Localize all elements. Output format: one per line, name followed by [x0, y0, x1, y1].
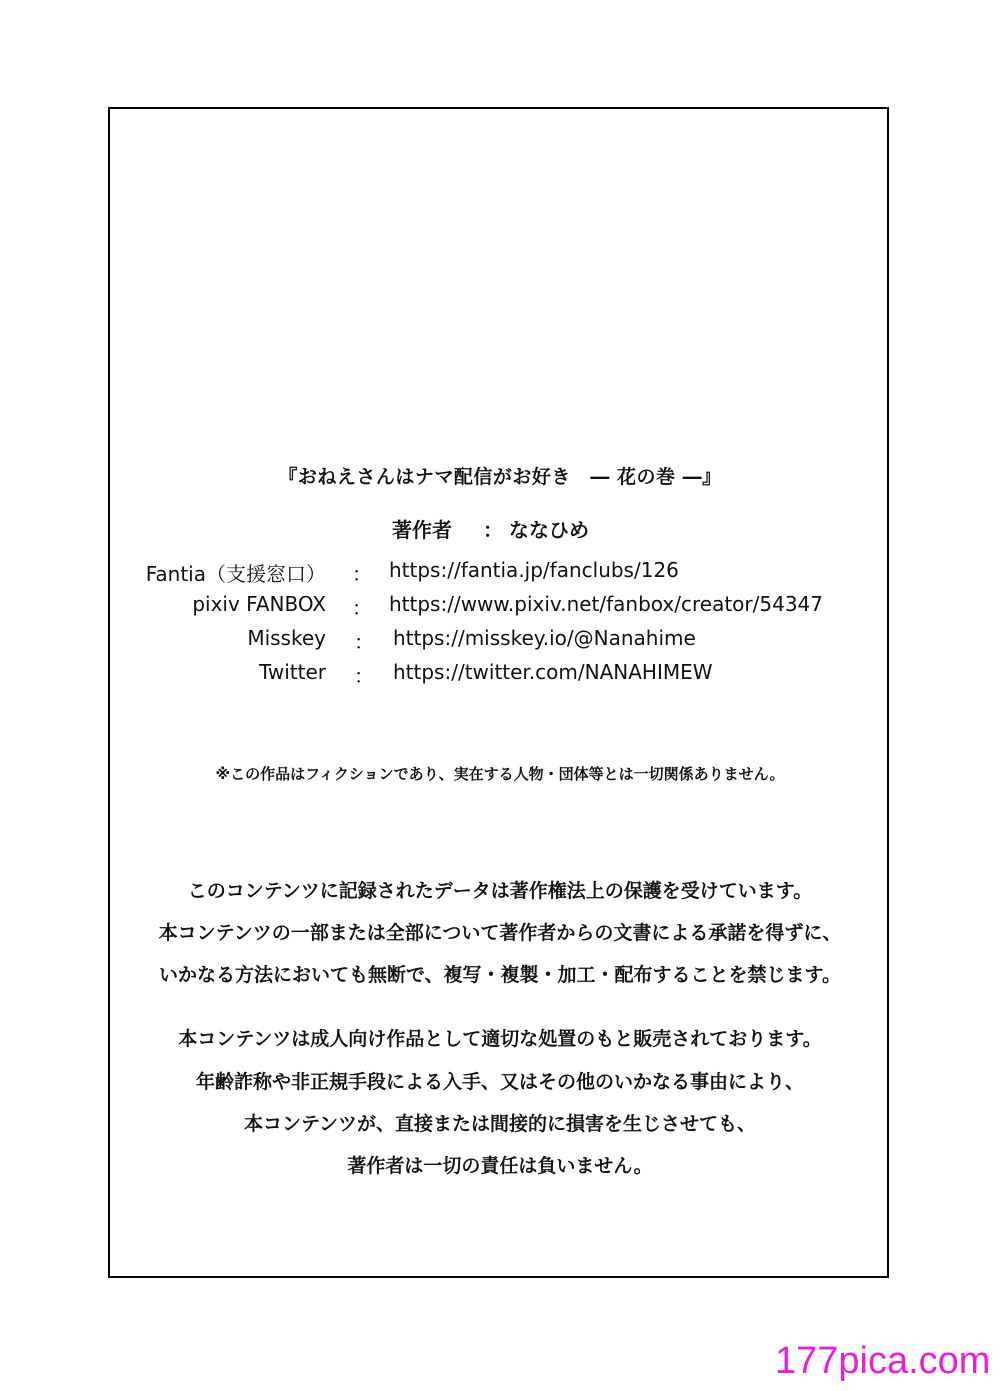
copyright-notice-line: 本コンテンツの一部または全部について著作者からの文書による承諾を得ずに、 — [158, 922, 842, 944]
link-separator: ： — [352, 562, 372, 586]
link-separator: ： — [354, 630, 374, 654]
link-separator: ： — [354, 664, 374, 688]
work-title: 『おねえさんはナマ配信がお好き ― 花の巻 ―』 — [278, 466, 722, 488]
link-separator: ： — [352, 596, 372, 620]
link-row-twitter — [0, 660, 1000, 694]
copyright-notice-line: このコンテンツに記録されたデータは著作権法上の保護を受けています。 — [187, 880, 813, 902]
author-label: 著作者 — [392, 518, 452, 542]
link-label-misskey: Misskey — [247, 626, 326, 650]
adult-notice-line: 本コンテンツが、直接または間接的に損害を生じさせても、 — [243, 1113, 757, 1135]
adult-notice-line: 本コンテンツは成人向け作品として適切な処置のもと販売されております。 — [178, 1028, 822, 1050]
site-watermark: 177pica.com — [775, 1340, 991, 1382]
link-url-fantia[interactable]: https://fantia.jp/fanclubs/126 — [389, 558, 679, 582]
links-list — [0, 558, 1000, 694]
fiction-disclaimer: ※この作品はフィクションであり、実在する人物・団体等とは一切関係ありません。 — [215, 765, 785, 783]
link-label-fanbox: pixiv FANBOX — [192, 592, 326, 616]
link-url-twitter[interactable]: https://twitter.com/NANAHIMEW — [393, 660, 713, 684]
link-url-fanbox[interactable]: https://www.pixiv.net/fanbox/creator/54347 — [389, 592, 823, 616]
adult-notice-line: 著作者は一切の責任は負いません。 — [347, 1155, 653, 1177]
copyright-notice-line: いかなる方法においても無断で、複写・複製・加工・配布することを禁じます。 — [158, 964, 842, 986]
author-name: ななひめ — [509, 518, 589, 542]
author-separator: ： — [483, 518, 503, 542]
link-url-misskey[interactable]: https://misskey.io/@Nanahime — [393, 626, 696, 650]
link-row-misskey — [0, 626, 1000, 660]
link-label-fantia: Fantia（支援窓口） — [145, 562, 326, 586]
link-row-fantia — [0, 558, 1000, 592]
link-label-twitter: Twitter — [258, 660, 326, 684]
link-row-fanbox — [0, 592, 1000, 626]
adult-notice-line: 年齢詐称や非正規手段による入手、又はその他のいかなる事由により、 — [195, 1071, 804, 1093]
